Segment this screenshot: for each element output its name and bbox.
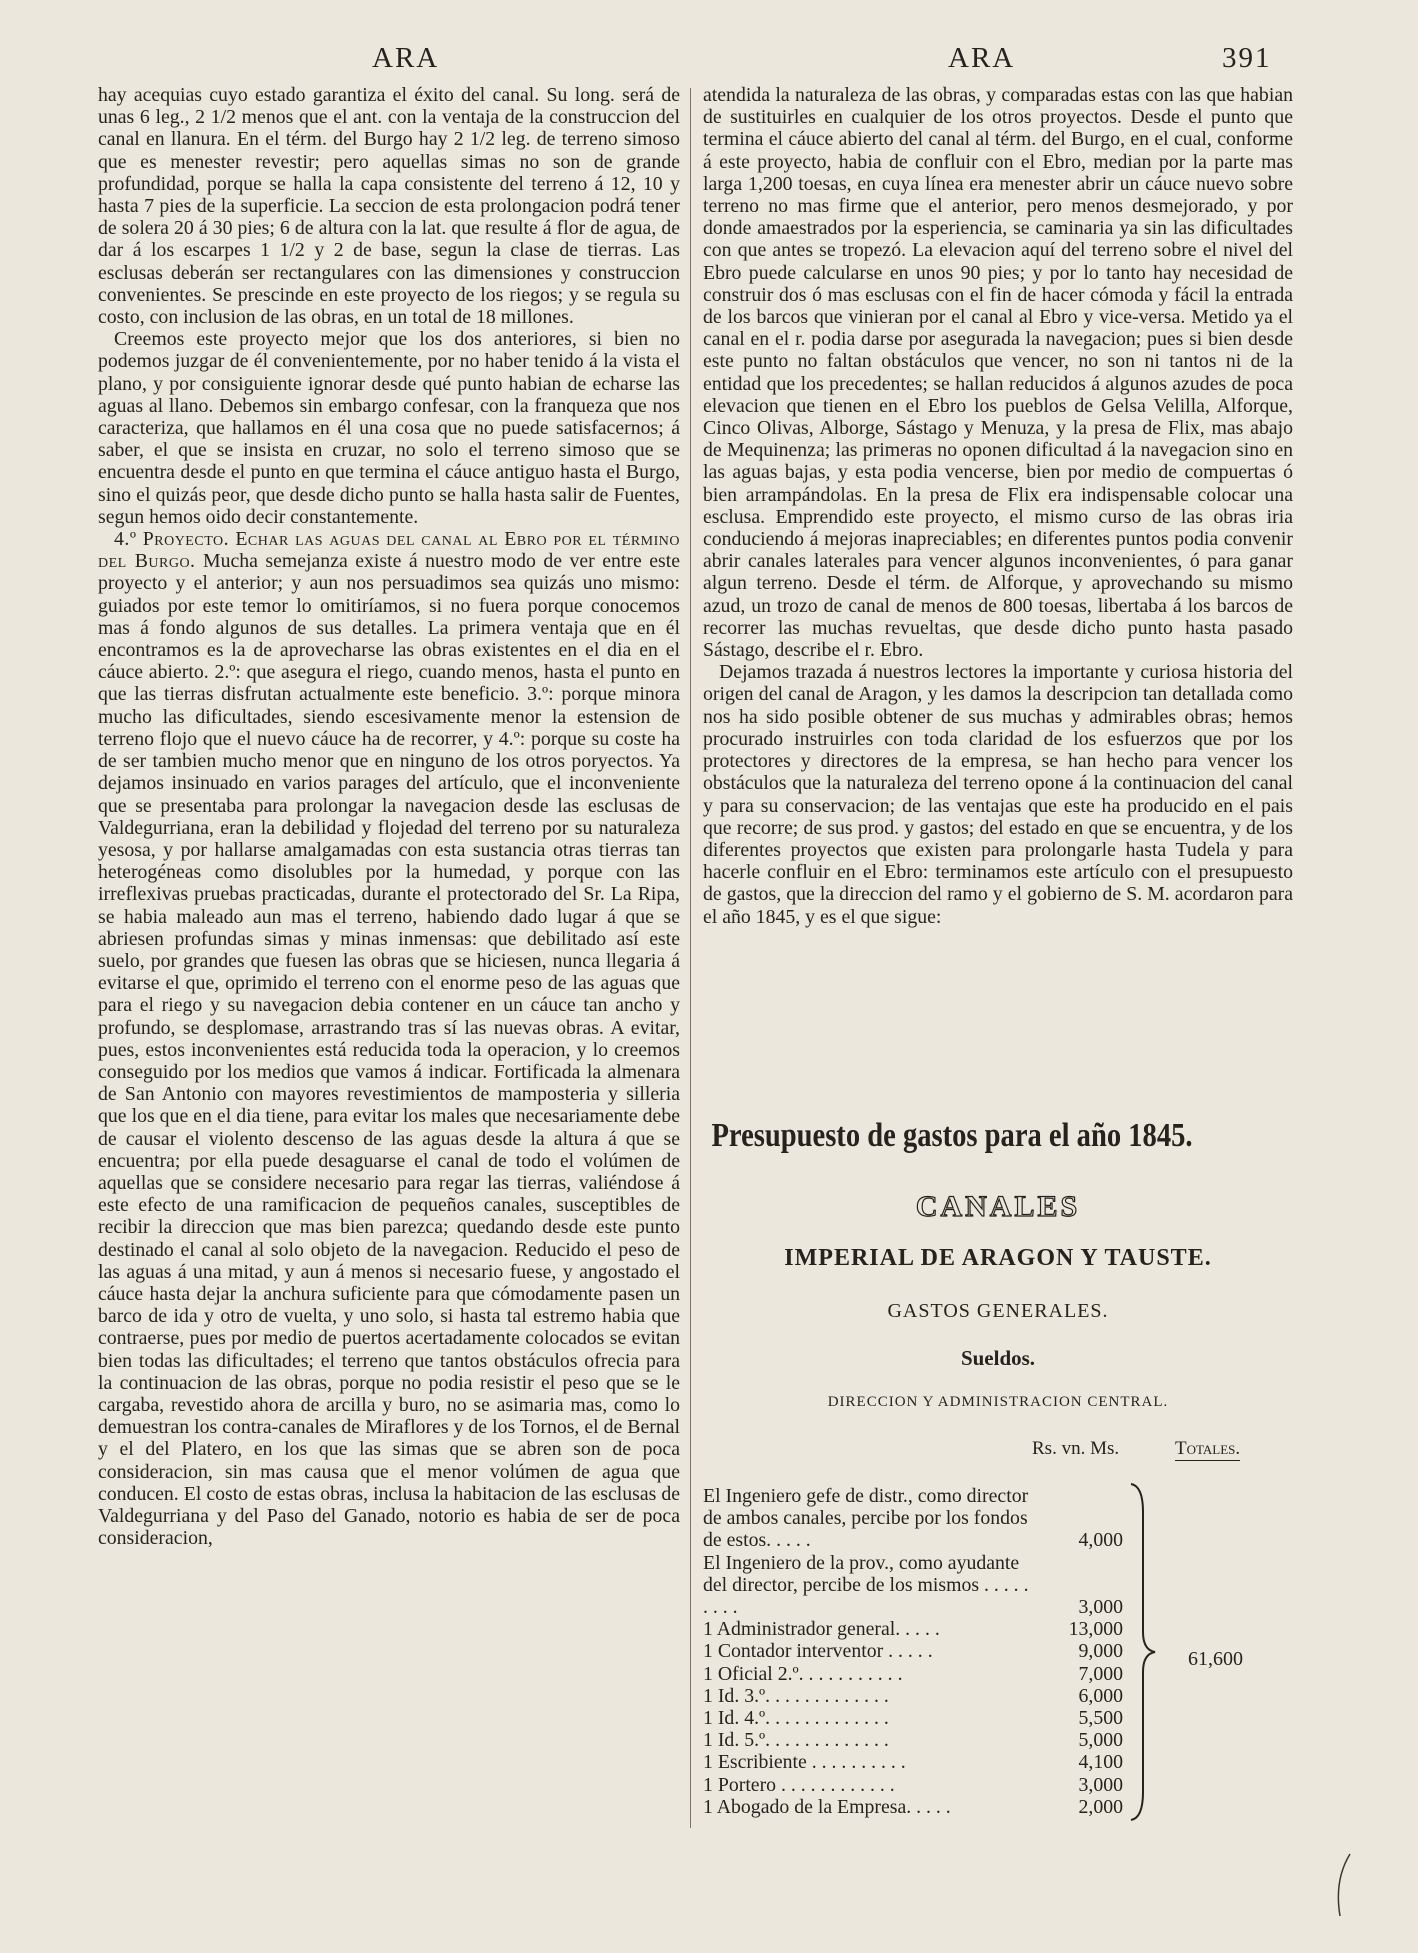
budget-row-description: 1 Administrador general. . . . .	[703, 1618, 940, 1641]
budget-row-description: 1 Id. 3.º. . . . . . . . . . . . .	[703, 1684, 889, 1707]
budget-row-amount: 3,000	[1078, 1773, 1123, 1796]
paragraph-text: Creemos este proyecto mejor que los dos anteriores, si bien no podemos juzgar de él convenientemente, por no haber tenido á la vista el plano, y por consiguiente ignorar desde qué punto habian de echarse las aguas al llano. Debemos sin embargo confesar, con la franqueza que nos caracteriza, que hallamos en él una cosa que no puede satisfacernos; á saber, el que se insista en cruzar, no solo el terreno simoso que se encuentra desde el punto en que termina el cáuce antiguo hasta el Burgo, sino el quizás peor, que desde dicho punto se halla hasta salir de Fuentes, segun hemos oido decir constantemente.	[98, 328, 680, 528]
budget-subcategory: Sueldos.	[960, 1346, 1036, 1370]
budget-row	[703, 1751, 1123, 1773]
budget-row-description: El Ingeniero gefe de distr., como director de ambos canales, percibe por los fondos de estos. . . . .	[703, 1485, 1029, 1552]
column-divider	[690, 88, 691, 1828]
budget-row-amount: 5,000	[1078, 1729, 1123, 1752]
ink-mark	[1320, 1850, 1360, 1920]
budget-row	[703, 1707, 1123, 1729]
budget-row	[703, 1729, 1123, 1751]
paragraph	[98, 528, 680, 1549]
budget-category: GASTOS GENERALES.	[887, 1300, 1109, 1322]
header-left-word: ARA	[372, 42, 440, 74]
curly-brace-icon	[1127, 1482, 1157, 1822]
paragraph	[98, 328, 680, 528]
budget-row-amount: 3,000	[1078, 1596, 1123, 1619]
page-number: 391	[1222, 42, 1272, 74]
budget-row-description: 1 Portero . . . . . . . . . . . .	[703, 1773, 895, 1796]
paragraph	[98, 84, 680, 328]
budget-row-description: 1 Abogado de la Empresa. . . . .	[703, 1795, 951, 1818]
budget-row-description: 1 Oficial 2.º. . . . . . . . . . .	[703, 1662, 903, 1685]
budget-row-description: 1 Id. 5.º. . . . . . . . . . . . .	[703, 1729, 889, 1752]
total-column-header: Totales.	[1175, 1438, 1241, 1459]
page-header	[0, 42, 1418, 82]
paragraph-text: hay acequias cuyo estado garantiza el éxito del canal. Su long. será de unas 6 leg., 2 1/2 menos que el ant. con la ventaja de la construccion del canal en llanura. En el térm. del Burgo hay 2 1/2 leg. de terreno simoso que es menester revestir; pero aquellas simas no son de grande profundidad, porque se halla la capa consistente del terreno á 12, 10 y hasta 7 pies de la superficie. La seccion de esta prolongacion podrá tener de solera 20 á 30 pies; 6 de altura con la lat. que resulte á flor de agua, de dar á los escarpes 1 1/2 y 2 de base, segun la clase de tierras. Las esclusas deberán ser rectangulares con las dimensiones y construccion convenientes. Se prescinde en este proyecto de los riegos; y se regula su costo, con inclusion de las obras, en un total de 18 millones.	[98, 84, 680, 329]
budget-row-amount: 4,000	[1078, 1529, 1123, 1552]
budget-row-amount: 4,100	[1078, 1751, 1123, 1774]
budget-row-amount: 9,000	[1078, 1640, 1123, 1663]
budget-subsection: IMPERIAL DE ARAGON Y TAUSTE.	[784, 1245, 1212, 1271]
header-right-word: ARA	[948, 42, 1016, 74]
budget-row	[703, 1485, 1123, 1552]
budget-row-amount: 6,000	[1078, 1684, 1123, 1707]
budget-row	[703, 1552, 1123, 1619]
amount-column-header: Rs. vn. Ms.	[1032, 1438, 1120, 1459]
budget-total: 61,600	[1188, 1648, 1243, 1670]
budget-row-amount: 13,000	[1068, 1618, 1123, 1641]
left-column	[98, 84, 680, 1549]
budget-row-amount: 2,000	[1078, 1795, 1123, 1818]
budget-items	[703, 1485, 1123, 1818]
paragraph-text: atendida la naturaleza de las obras, y comparadas estas con las que habian de sustituirles en cualquier de los otros proyectos. Desde el punto que termina el cáuce abierto del canal al térm. del Burgo, en el cual, conforme á este proyecto, habia de confluir con el Ebro, median por la parte mas larga 1,200 toesas, en cuya línea era menester abrir un cáuce nuevo sobre terreno no mas firme que el anterior, pero menos desmejorado, y por donde amaestrados por la esperiencia, se caminaria ya sin las dificultades con que antes se tropezó. La elevacion aquí del terreno sobre el nivel del Ebro puede calcularse en unos 90 pies; y por lo tanto hay necesidad de construir dos ó mas esclusas con el fin de hacer cómoda y fácil la entrada de los barcos que vinieran por el canal al Ebro y vice-versa. Metido ya el canal en el r. podia darse por asegurada la navegacion; pues si bien desde este punto no faltan obstáculos que vencer, no son ni tantos ni de la entidad que los precedentes; se hallan reducidos á algunos azudes de poca elevacion que tienen en el Ebro los pueblos de Gelsa Velilla, Alforque, Cinco Olivas, Alborge, Sástago y Menuza, y la presa de Flix, mas abajo de Mequinenza; las primeras no oponen dificultad á la navegacion sino en las aguas bajas, y esta podia vencerse, bien por medio de compuertas ó bien arrampándolas. En la presa de Flix era indispensable colocar una esclusa. Emprendido este proyecto, el mismo curso de las obras iria conduciendo á mejoras inapreciables; en diferentes puntos podia convenir abrir canales laterales para vencer algunos inconvenientes, ó para ganar algun terreno. Desde el térm. de Alforque, y aprovechando su mismo azud, un trozo de canal de menos de 800 toesas, libertaba á los barcos de recorrer las muchas revueltas, que desde dicho punto hasta pasado Sástago, describe el r. Ebro.	[703, 84, 1293, 662]
right-column	[703, 84, 1293, 928]
budget-row-description: 1 Escribiente . . . . . . . . . .	[703, 1751, 906, 1774]
paragraph-lead: 4.º Proyecto. Echar las aguas del canal al Ebro por el término del Burgo.	[98, 528, 680, 573]
paragraph-text: Dejamos trazada á nuestros lectores la importante y curiosa historia del origen del canal de Aragon, y les damos la descripcion tan detallada como nos ha sido posible obtener de sus muchas y admirables obras; hemos procurado instruirles con toda claridad de los esfuerzos que por los protectores y directores de la empresa, se han hecho para vencer los obstáculos que la naturaleza del terreno opone á la continuacion del canal y para su conservacion; de las ventajas que este ha producido en el pais que recorre; de sus prod. y gastos; del estado en que se encuentra, y de los diferentes proyectos que existen para prolongarle hasta Tudela y para hacerle confluir en el Ebro: terminamos este artículo con el presupuesto de gastos, que la direccion del ramo y el gobierno de S. M. acordaron para el año 1845, y es el que sigue:	[703, 661, 1293, 928]
budget-row-amount: 5,500	[1078, 1707, 1123, 1730]
budget-row-description: El Ingeniero de la prov., como ayudante del director, percibe de los mismos . . . . . . . . .	[703, 1551, 1029, 1619]
budget-row	[703, 1685, 1123, 1707]
budget-row	[703, 1796, 1123, 1818]
paragraph	[703, 661, 1293, 927]
budget-department: DIRECCION Y ADMINISTRACION CENTRAL.	[827, 1394, 1169, 1410]
budget-row-amount: 7,000	[1078, 1662, 1123, 1685]
budget-row-description: 1 Contador interventor . . . . .	[703, 1640, 933, 1663]
paragraph	[703, 84, 1293, 661]
budget-row	[703, 1618, 1123, 1640]
budget-row-description: 1 Id. 4.º. . . . . . . . . . . . .	[703, 1707, 889, 1730]
budget-row	[703, 1663, 1123, 1685]
budget-row	[703, 1774, 1123, 1796]
budget-title: Presupuesto de gastos para el año 1845.	[711, 1117, 1193, 1154]
budget-row	[703, 1640, 1123, 1662]
paragraph-text: Mucha semejanza existe á nuestro modo de ver entre este proyecto y el anterior; y aun nos persuadimos sea quizás uno mismo: guiados por este temor lo omitiríamos, si no fuera porque conocemos mas á fondo algunos de sus detalles. La primera ventaja que en él encontramos es la de aprovecharse las obras existentes en el dia en el cáuce abierto. 2.º: que asegura el riego, cuando menos, hasta el punto en que las tierras disfrutan actualmente este beneficio. 3.º: porque minora mucho las dificultades, siendo escesivamente menor la estension de terreno flojo que el nuevo cáuce ha de recorrer, y 4.º: porque su coste ha de ser tambien mucho menor que en ninguno de los otros poryectos. Ya dejamos insinuado en varios parages del artículo, que el inconveniente que se presentaba para prolongar la navegacion desde las esclusas de Valdegurriana, eran la debilidad y flojedad del terreno por su naturaleza yesosa, y por hallarse amalgamadas con esta sustancia otras tierras tan heterogéneas como disolubles por la humedad, y porque con las irreflexivas pruebas practicadas, durante el protectorado del Sr. La Ripa, se habia maleado aun mas el terreno, habiendo dado lugar á que se abriesen profundas simas y minas inmensas: que debilitado así este suelo, por grandes que fuesen las obras que se hiciesen, nunca llegaria á evitarse el que, oprimido el terreno con el enorme peso de las aguas que para el riego y su navegacion debia contener en un cáuce tan ancho y profundo, se desplomase, arrastrando tras sí las nuevas obras. A evitar, pues, estos inconvenientes está reducida toda la operacion, y lo creemos conseguido por los medios que vamos á indicar. Fortificada la almenara de San Antonio con mayores revestimientos de mamposteria y silleria que los que en el dia tiene, para evitar los males que necesariamente debe de causar el violento descenso de las aguas desde la altura á que se encuentra; por ella puede desaguarse el canal de todo el volúmen de aquellas que se considere necesario para regar las tierras, valiéndose á este efecto de una ramificacion de pequeños canales, susceptibles de recibir la direccion que mas bien parezca; quedando desde este punto destinado el canal al solo objeto de la navegacion. Reducido el peso de las aguas á una mitad, y aun á menos si necesario fuese, y angostado el cáuce hasta dejar la anchura suficiente para que cómodamente pasen un barco de ida y otro de vuelta, y uno solo, si hasta tal estremo habia que contraerse, pues por medio de puertos acertadamente colocados se evitan bien todas las dificultades; el terreno que tantos obstáculos ofrecia para la continuacion de las obras, porque no podia resistir el peso que se le cargaba, revestido ahora de arcilla y buro, no se asimaria mas, como lo demuestran los contra-canales de Miraflores y de los Tornos, el de Bernal y el del Platero, en los que las simas que se abren son de poca consideracion, sin mas causa que el menor volúmen de agua que conducen. El costo de estas obras, inclusa la habitacion de las esclusas de Valdegurriana y del Paso del Ganado, notorio es habia de ser de poca consideracion,	[98, 550, 680, 1550]
budget-section: CANALES	[915, 1190, 1081, 1223]
